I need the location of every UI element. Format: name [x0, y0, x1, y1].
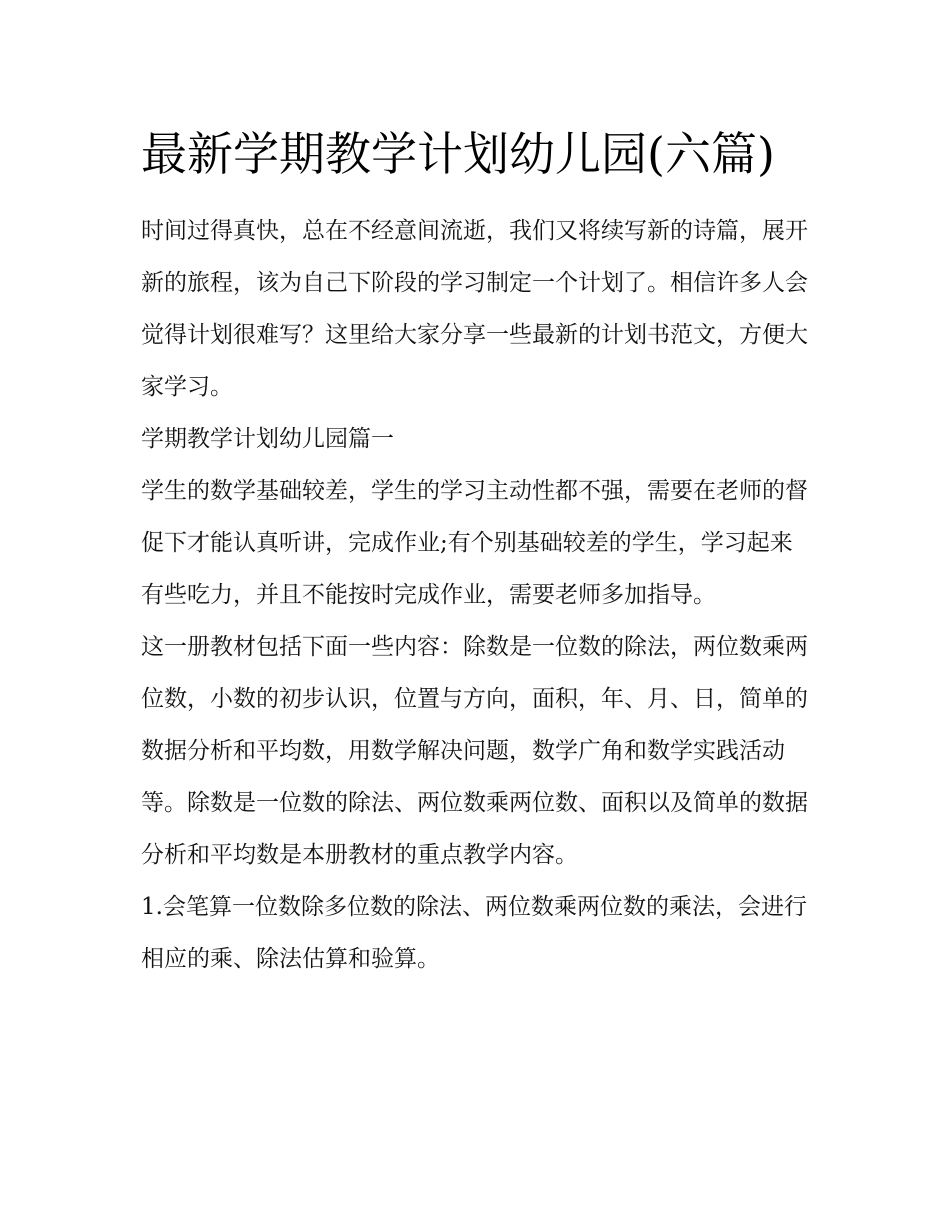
- goal-item-1: 1.会笔算一位数除多位数的除法、两位数乘两位数的乘法，会进行相应的乘、除法估算和验算。: [141, 894, 807, 972]
- title-spacer: [141, 197, 813, 205]
- student-analysis-paragraph: 学生的数学基础较差，学生的学习主动性都不强，需要在老师的督促下才能认真听讲，完成作业;有个别基础较差的学生，学习起来有些吃力，并且不能按时完成作业，需要老师多加指导。: [141, 478, 808, 608]
- intro-paragraph: 时间过得真快，总在不经意间流逝，我们又将续写新的诗篇，展开新的旅程，该为自己下阶段的学习制定一个计划了。相信许多人会觉得计划很难写？这里给大家分享一些最新的计划书范文，方便大家学习。: [141, 218, 808, 400]
- textbook-content-paragraph: 这一册教材包括下面一些内容：除数是一位数的除法，两位数乘两位数，小数的初步认识，位置与方向，面积，年、月、日，简单的数据分析和平均数，用数学解决问题，数学广角和数学实践活动等。除数是一位数的除法、两位数乘两位数、面积以及简单的数据分析和平均数是本册教材的重点教学内容。: [141, 634, 808, 868]
- section-heading: 学期教学计划幼儿园篇一: [141, 426, 394, 452]
- document-title: 最新学期教学计划幼儿园(六篇): [141, 127, 775, 181]
- document-page: [141, 112, 813, 985]
